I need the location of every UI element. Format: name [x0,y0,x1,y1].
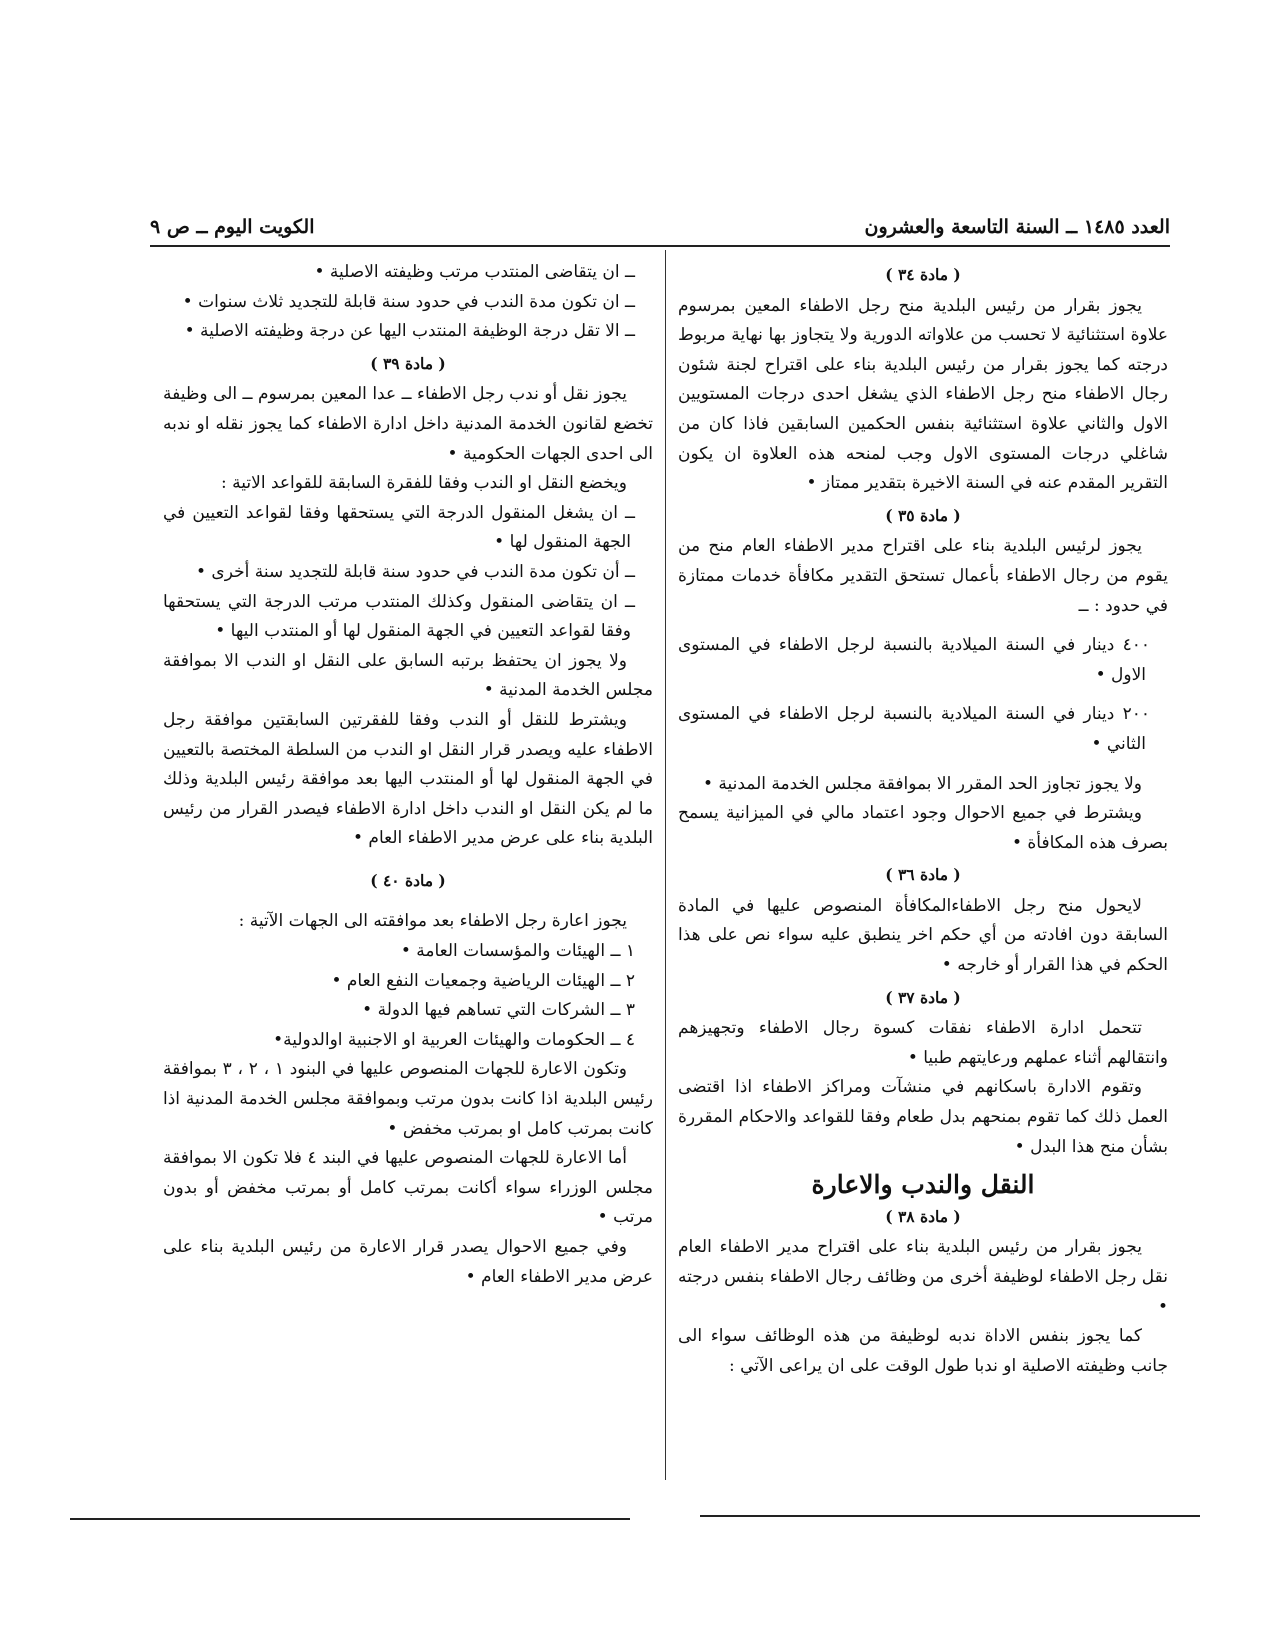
footer-rule-left [70,1518,630,1520]
article-40-item-1: ١ ــ الهيئات والمؤسسات العامة • [400,941,635,962]
column-divider [665,250,666,1480]
article-40-para-2: وتكون الاعارة للجهات المنصوص عليها في البنود ١ ، ٢ ، ٣ بموافقة رئيس البلدية اذا كانت بدون مرتب وبموافقة مجلس الخدمة المدنية اذا كانت بمرتب كامل او بمرتب مخفض • [163,1059,653,1139]
article-36-text: لايحول منح رجل الاطفاءالمكافأة المنصوص عليها في المادة السابقة دون افادته من أي حكم اخر ينطبق عليه سواء نص على هذا الحكم في هذا القرار أو خارجه • [678,895,1168,976]
article-40-para-3: أما الاعارة للجهات المنصوص عليها في البند ٤ فلا تكون الا بموافقة مجلس الوزراء سواء أكانت بمرتب كامل أو بمرتب مخفض أو بدون مرتب • [163,1148,653,1228]
article-38-para-2: كما يجوز بنفس الاداة ندبه لوظيفة من هذه الوظائف سواء الى جانب وظيفته الاصلية او ندبا طول الوقت على ان يراعى الآتي : [678,1326,1168,1376]
article-40-item-2: ٢ ــ الهيئات الرياضية وجمعيات النفع العام • [331,970,635,991]
article-39-item-3: ــ ان يتقاضى المنقول وكذلك المنتدب مرتب الدرجة التي يستحقها وفقا لقواعد التعيين في الجهة المنقول لها أو المنتدب اليها • [163,591,635,642]
footer-rule-right [700,1515,1200,1517]
article-38-cond-3: ــ الا تقل درجة الوظيفة المنتدب اليها عن درجة وظيفته الاصلية • [184,321,635,342]
article-37-title: ( مادة ٣٧ ) [885,987,961,1007]
article-40-item-4: ٤ ــ الحكومات والهيئات العربية او الاجنبية اوالدولية• [273,1029,635,1050]
article-35-para-2: ولا يجوز تجاوز الحد المقرر الا بموافقة مجلس الخدمة المدنية • [702,773,1142,794]
article-36-title: ( مادة ٣٦ ) [885,865,961,885]
article-39-title: ( مادة ٣٩ ) [370,353,446,373]
article-39-para-1: يجوز نقل أو ندب رجل الاطفاء ــ عدا المعين بمرسوم ــ الى وظيفة تخضع لقانون الخدمة المدنية داخل ادارة الاطفاء كما يجوز نقله او ندبه الى احدى الجهات الحكومية • [163,384,653,464]
article-39-item-1: ــ ان يشغل المنقول الدرجة التي يستحقها وفقا لقواعد التعيين في الجهة المنقول لها • [163,502,635,553]
article-39-para-3: ولا يجوز ان يحتفظ برتبه السابق على النقل او الندب الا بموافقة مجلس الخدمة المدنية • [163,650,653,701]
issue-info: العدد ١٤٨٥ ــ السنة التاسعة والعشرون [864,216,1170,238]
article-35-para-3: ويشترط في جميع الاحوال وجود اعتماد مالي في الميزانية يسمح بصرف هذه المكافأة • [678,803,1168,853]
article-34-title: ( مادة ٣٤ ) [885,265,961,284]
article-39-para-2: ويخضع النقل او الندب وفقا للفقرة السابقة للقواعد الاتية : [221,473,627,494]
gazette-title-page: الكويت اليوم ــ ص ٩ [150,216,315,238]
article-34-text: يجوز بقرار من رئيس البلدية منح رجل الاطفاء المعين بمرسوم علاوة استثنائية لا تحسب من علاواته الدورية ولا يتجاوز بها نهاية مربوط درجته كما يجوز بقرار من رئيس البلدية بناء على اقتراح لجنة شئون رجال الاطفاء منح رجل الاطفاء الذي يشغل احدى درجات المستويين الاول والثاني علاوة استثنائية بنفس الحكمين السابقين فاذا كان من شاغلي درجات المستوى الاول وجب لمنحه هذه العلاوة ان يكون التقرير المقدم عنه في السنة الاخيرة بتقدير ممتاز • [678,295,1168,494]
article-38-para-1: يجوز بقرار من رئيس البلدية بناء على اقتراح مدير الاطفاء العام نقل رجل الاطفاء لوظيفة أخرى من وظائف رجال الاطفاء بنفس درجته • [678,1237,1168,1317]
article-35-text: يجوز لرئيس البلدية بناء على اقتراح مدير الاطفاء العام منح من يقوم من رجال الاطفاء بأعمال تستحق التقدير مكافأة خدمات ممتازة في حدود : ــ [678,536,1168,616]
section-title: النقل والندب والاعارة [811,1170,1035,1200]
left-column [163,258,653,1292]
article-38-cond-1: ــ ان يتقاضى المنتدب مرتب وظيفته الاصلية • [314,262,635,282]
article-37-para-1: تتحمل ادارة الاطفاء نفقات كسوة رجال الاطفاء وتجهيزهم وانتقالهم أثناء عملهم ورعايتهم طبيا • [678,1018,1168,1068]
article-40-title: ( مادة ٤٠ ) [370,870,446,890]
article-38-title: ( مادة ٣٨ ) [885,1206,961,1226]
header-rule [150,245,1170,247]
article-40-item-3: ٣ ــ الشركات التي تساهم فيها الدولة • [362,1000,635,1021]
article-37-para-2: وتقوم الادارة باسكانهم في منشآت ومراكز الاطفاء اذا اقتضى العمل ذلك كما تقوم بمنحهم بدل طعام وفقا للقواعد والاحكام المقررة بشأن منح هذا البدل • [678,1077,1168,1157]
article-35-title: ( مادة ٣٥ ) [885,505,961,525]
article-40-para-4: وفي جميع الاحوال يصدر قرار الاعارة من رئيس البلدية بناء على عرض مدير الاطفاء العام • [163,1237,653,1287]
page-header [150,212,1170,242]
article-39-item-2: ــ أن تكون مدة الندب في حدود سنة قابلة للتجديد سنة أخرى • [196,561,635,582]
article-35-item-1: ٤٠٠ دينار في السنة الميلادية بالنسبة لرجل الاطفاء في المستوى الاول • [678,635,1150,685]
article-35-item-2: ٢٠٠ دينار في السنة الميلادية بالنسبة لرجل الاطفاء في المستوى الثاني • [678,704,1150,754]
article-38-cond-2: ــ ان تكون مدة الندب في حدود سنة قابلة للتجديد ثلاث سنوات • [182,291,635,312]
right-column [678,258,1168,1381]
article-40-para-1: يجوز اعارة رجل الاطفاء بعد موافقته الى الجهات الآتية : [238,911,627,932]
article-39-para-4: ويشترط للنقل أو الندب وفقا للفقرتين السابقتين موافقة رجل الاطفاء عليه ويصدر قرار النقل او الندب من السلطة المختصة بالتعيين في الجهة المنقول لها أو المنتدب اليها بعد موافقة رئيس البلدية وذلك ما لم يكن النقل او الندب داخل ادارة الاطفاء فيصدر القرار من رئيس البلدية بناء على عرض مدير الاطفاء العام • [163,709,653,849]
